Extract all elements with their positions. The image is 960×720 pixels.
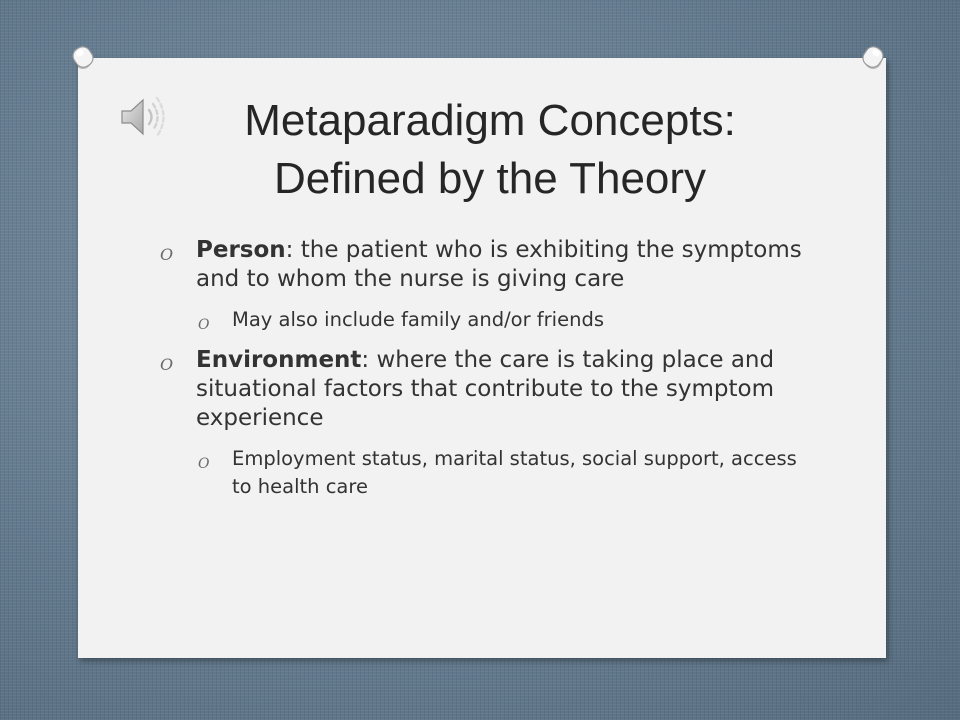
slide-body xyxy=(160,236,820,513)
sub-bullet-marker: O xyxy=(198,456,210,472)
sub-bullet-environment xyxy=(160,445,820,501)
slide-title xyxy=(150,92,830,208)
pushpin-icon xyxy=(858,42,888,72)
bullet-text: where the care is taking place and situational factors that contribute to the symptom experience xyxy=(196,347,775,431)
term-person: Person xyxy=(196,237,286,263)
sub-bullet-person xyxy=(160,306,820,334)
sub-bullet-text: May also include family and/or friends xyxy=(232,308,604,331)
term-environment: Environment xyxy=(196,347,362,373)
bullet-marker: O xyxy=(160,355,174,374)
pushpin-icon xyxy=(68,42,98,72)
bullet-person xyxy=(160,236,820,294)
bullet-marker: O xyxy=(160,245,174,264)
bullet-environment xyxy=(160,346,820,433)
sub-bullet-text: Employment status, marital status, social support, access to health care xyxy=(232,447,797,498)
term-colon: : xyxy=(361,347,370,373)
slide-title-line-1: Metaparadigm Concepts: xyxy=(244,96,736,145)
slide-title-line-2: Defined by the Theory xyxy=(273,154,707,203)
bullet-text: the patient who is exhibiting the symptoms and to whom the nurse is giving care xyxy=(196,237,802,292)
term-colon: : xyxy=(285,237,294,263)
sub-bullet-marker: O xyxy=(198,317,210,333)
